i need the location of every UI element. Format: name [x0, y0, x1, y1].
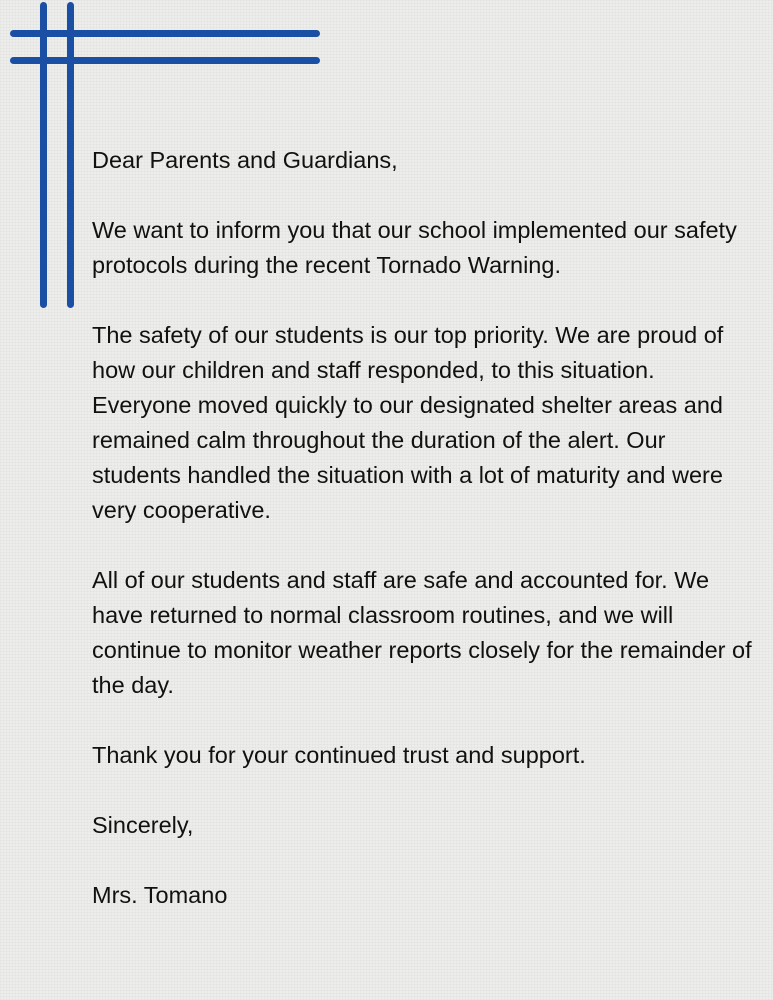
- closing: Sincerely,: [92, 812, 194, 838]
- signature: Mrs. Tomano: [92, 882, 228, 908]
- paragraph: The safety of our students is our top priority. We are proud of how our children and staff responded, to this situation. Everyone moved quickly to our designated shelter areas and remained calm throughout the duration of the alert. Our students handled the situation with a lot of maturity and were very cooperative.: [92, 322, 724, 523]
- frame-horizontal-line: [10, 57, 320, 64]
- greeting: Dear Parents and Guardians,: [92, 147, 398, 173]
- letter-body: [92, 143, 752, 948]
- frame-vertical-line: [40, 2, 47, 308]
- frame-vertical-line: [67, 2, 74, 308]
- paragraph: All of our students and staff are safe and accounted for. We have returned to normal classroom routines, and we will continue to monitor weather reports closely for the remainder of the day.: [92, 567, 752, 698]
- frame-horizontal-line: [10, 30, 320, 37]
- paragraph: We want to inform you that our school implemented our safety protocols during the recent Tornado Warning.: [92, 217, 737, 278]
- paragraph: Thank you for your continued trust and support.: [92, 742, 586, 768]
